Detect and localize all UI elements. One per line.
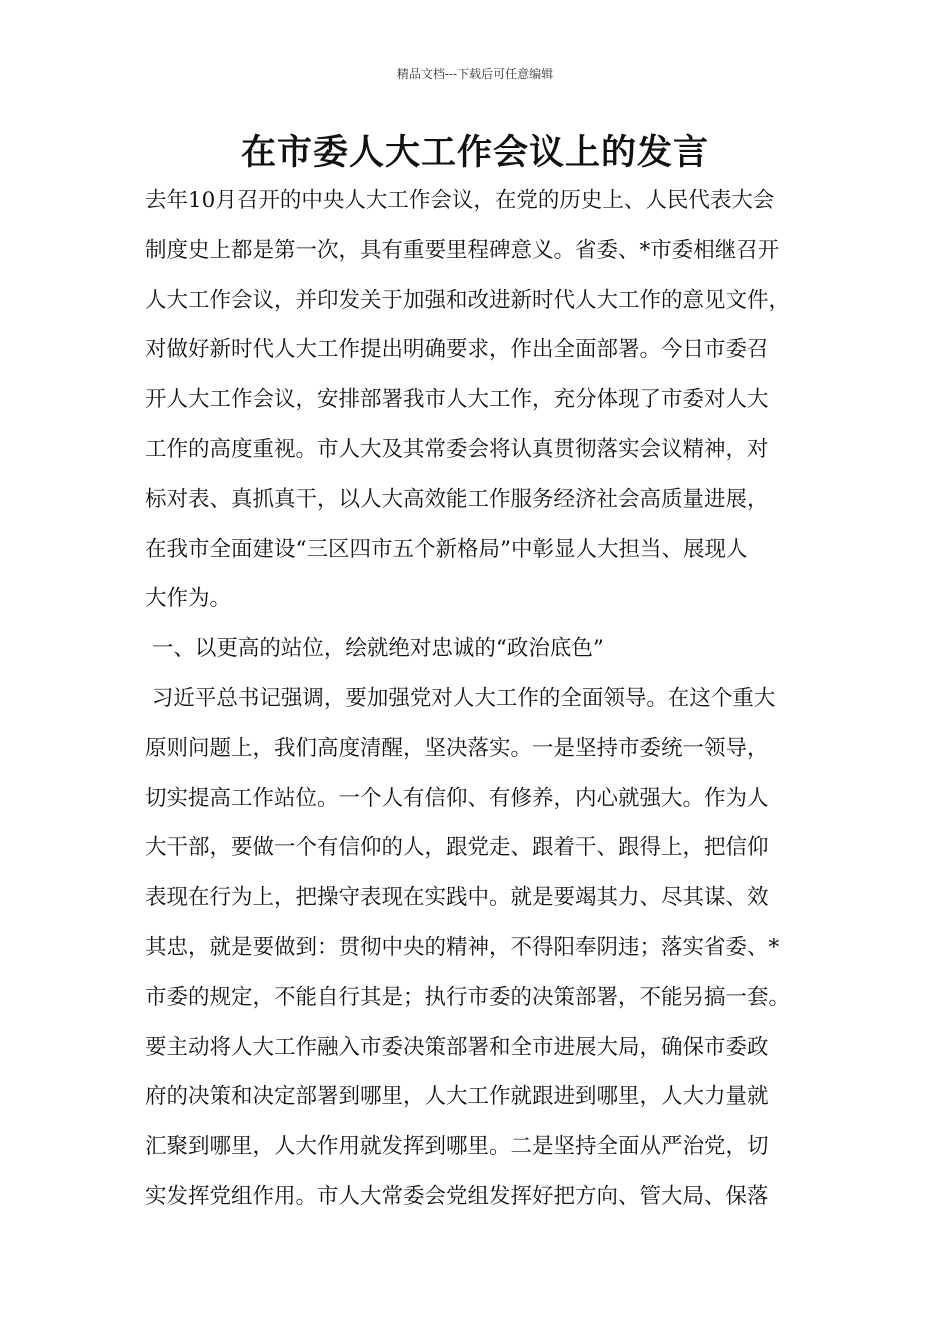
document-body — [145, 176, 810, 1222]
body-line: 开人大工作会议，安排部署我市人大工作，充分体现了市委对人大 — [145, 387, 769, 413]
body-line: 切实提高工作站位。一个人有信仰、有修养，内心就强大。作为人 — [145, 785, 769, 811]
body-line: 习近平总书记强调，要加强党对人大工作的全面领导。在这个重大 — [145, 685, 776, 711]
body-line: 汇聚到哪里，人大作用就发挥到哪里。二是坚持全面从严治党，切 — [145, 1134, 769, 1160]
body-line: 表现在行为上，把操守表现在实践中。就是要竭其力、尽其谋、效 — [145, 885, 769, 911]
header-note: 精品文档---下载后可任意编辑 — [396, 67, 554, 81]
body-line: 府的决策和决定部署到哪里，人大工作就跟进到哪里，人大力量就 — [145, 1084, 769, 1110]
body-line: 标对表、真抓真干，以人大高效能工作服务经济社会高质量进展， — [145, 486, 769, 512]
body-line: 实发挥党组作用。市人大常委会党组发挥好把方向、管大局、保落 — [145, 1183, 769, 1209]
body-line: 原则问题上，我们高度清醒，坚决落实。一是坚持市委统一领导， — [145, 735, 769, 761]
document-title: 在市委人大工作会议上的发言 — [240, 132, 709, 173]
body-line: 人大工作会议，并印发关于加强和改进新时代人大工作的意见文件， — [145, 287, 791, 313]
body-line: 一、以更高的站位，绘就绝对忠诚的“政治底色” — [145, 636, 604, 662]
body-line: 制度史上都是第一次，具有重要里程碑意义。省委、*市委相继召开 — [145, 237, 780, 263]
body-line: 对做好新时代人大工作提出明确要求，作出全面部署。今日市委召 — [145, 337, 769, 363]
body-line: 要主动将人大工作融入市委决策部署和全市进展大局，确保市委政 — [145, 1034, 769, 1060]
body-line: 工作的高度重视。市人大及其常委会将认真贯彻落实会议精神，对 — [145, 436, 769, 462]
body-line: 其忠，就是要做到：贯彻中央的精神，不得阳奉阴违；落实省委、* — [145, 934, 780, 960]
body-line: 大作为。 — [145, 586, 232, 612]
body-line: 市委的规定，不能自行其是；执行市委的决策部署，不能另搞一套。 — [145, 984, 791, 1010]
body-line: 在我市全面建设“三区四市五个新格局”中彰显人大担当、展现人 — [145, 536, 748, 562]
body-line: 大干部，要做一个有信仰的人，跟党走、跟着干、跟得上，把信仰 — [145, 835, 769, 861]
body-line: 去年10月召开的中央人大工作会议，在党的历史上、人民代表大会 — [145, 188, 775, 213]
